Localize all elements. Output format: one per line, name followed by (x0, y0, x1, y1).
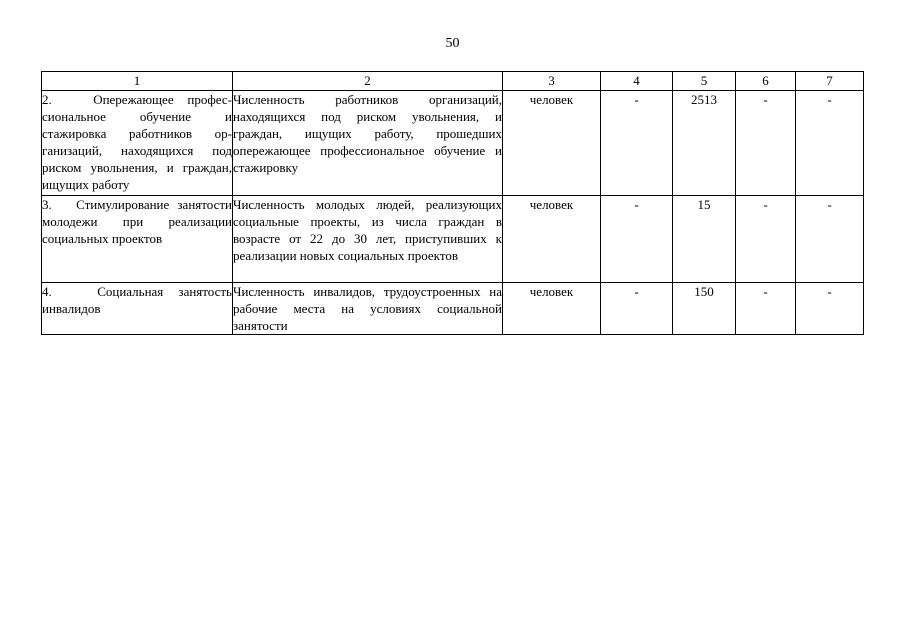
measure-cell: 4. Социальная занятость инвалидов (42, 283, 233, 335)
measure-cell: 3. Стимулирование занятости молодежи при реализации социальных проектов (42, 196, 233, 283)
column-header-6: 6 (736, 72, 796, 91)
measure-cell: 2. Опережающее профессиональное обучение и стажировка работников организаций, находящихся под риском увольнения, и граждан, ищущих работу (42, 91, 233, 196)
unit-cell: человек (503, 283, 601, 335)
unit-cell: человек (503, 196, 601, 283)
value-col5-cell: 150 (673, 283, 736, 335)
value-col6-cell: - (736, 283, 796, 335)
indicator-cell: Численность инвалидов, трудоустроенных на рабочие места на условиях социальной занятости (233, 284, 502, 333)
column-header-2: 2 (233, 72, 503, 91)
table-header-row (42, 72, 864, 91)
column-header-4: 4 (601, 72, 673, 91)
value-col7-cell: - (796, 91, 864, 196)
column-header-7: 7 (796, 72, 864, 91)
value-col6-cell: - (736, 91, 796, 196)
table-row (42, 91, 864, 196)
value-col7-cell: - (796, 196, 864, 283)
indicator-cell: Численность молодых людей, реализующих социальные проекты, из числа граждан в возрасте от 22 до 30 лет, приступивших к реализации новых социальных проектов (233, 196, 503, 283)
value-col4-cell: - (601, 283, 673, 335)
table-row (42, 196, 864, 283)
page-number: 50 (445, 36, 460, 51)
column-header-5: 5 (673, 72, 736, 91)
table-row (42, 283, 864, 335)
value-col7-cell: - (796, 283, 864, 335)
indicators-table (41, 71, 864, 335)
value-col5-cell: 2513 (673, 91, 736, 196)
column-header-1: 1 (42, 72, 233, 91)
value-col4-cell: - (601, 196, 673, 283)
column-header-3: 3 (503, 72, 601, 91)
indicator-cell: Численность работников организаций, находящихся под риском увольнения, и граждан, ищущих работу, прошедших опережающее профессиональное обучение и стажировку (233, 91, 503, 196)
unit-cell: человек (503, 91, 601, 196)
value-col6-cell: - (736, 196, 796, 283)
value-col4-cell: - (601, 91, 673, 196)
value-col5-cell: 15 (673, 196, 736, 283)
